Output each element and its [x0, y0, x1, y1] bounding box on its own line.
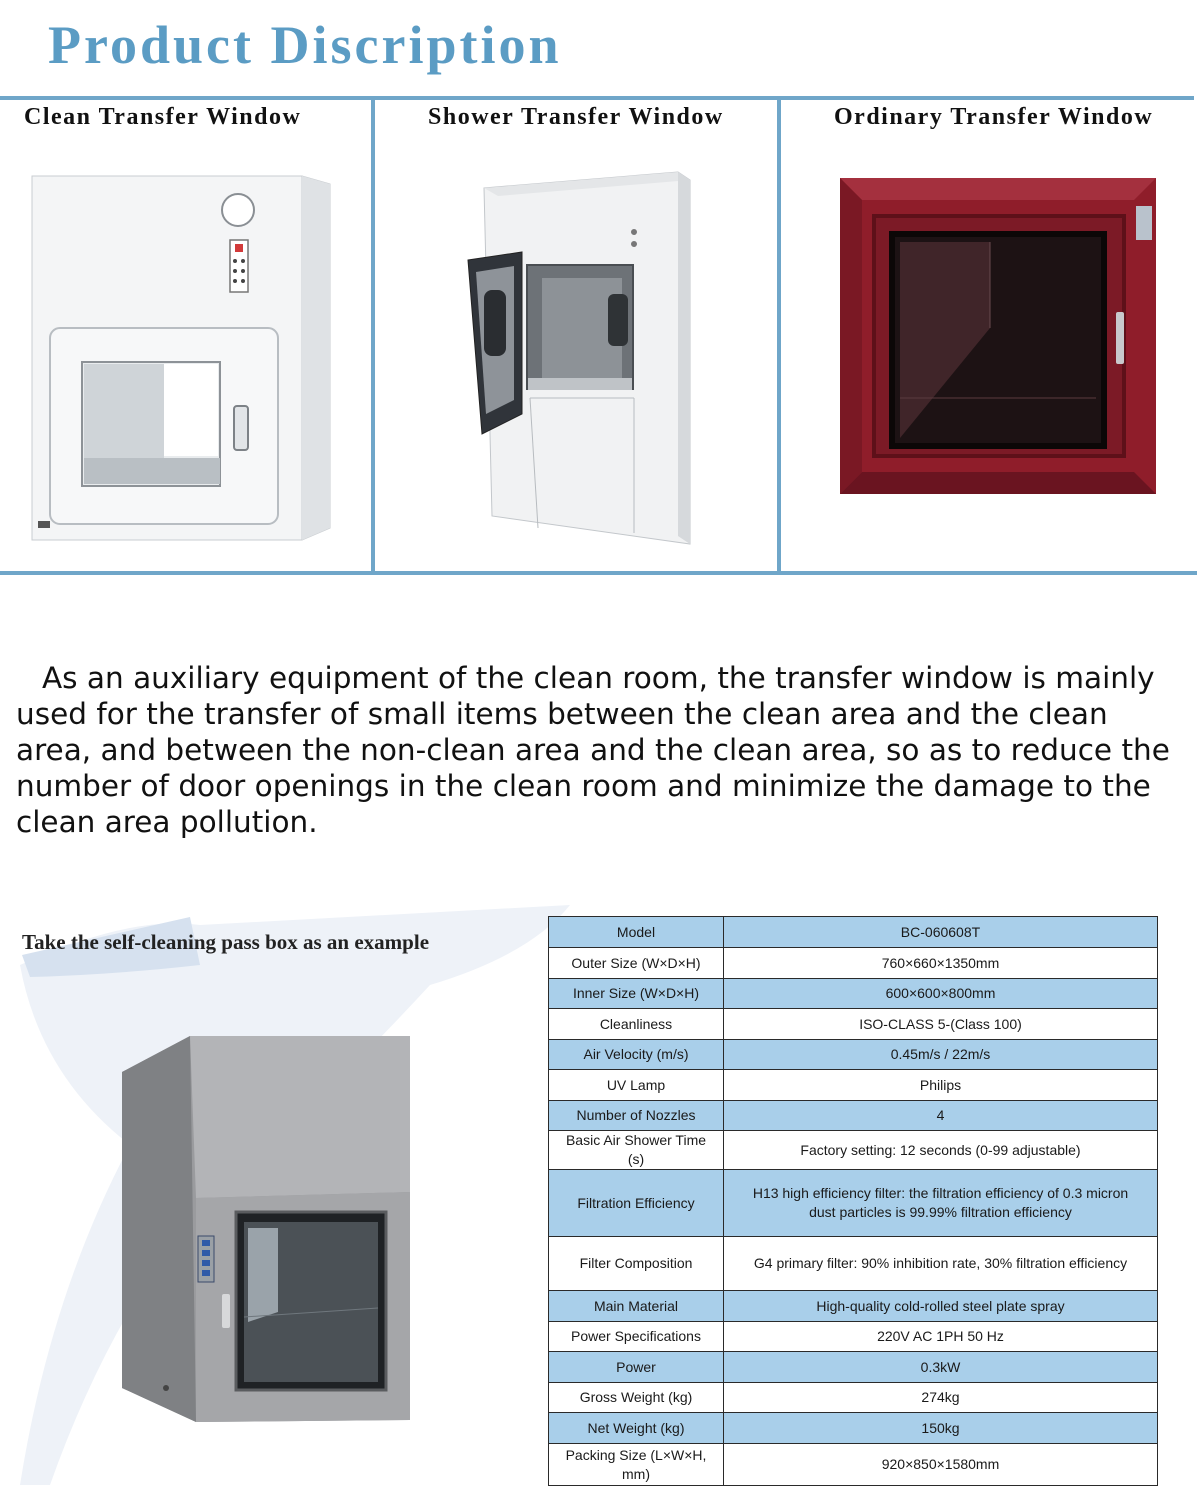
- self-cleaning-pass-box-image: [118, 1032, 414, 1424]
- spec-value: 0.45m/s / 22m/s: [724, 1040, 1158, 1070]
- spec-label: Packing Size (L×W×H, mm): [549, 1444, 724, 1486]
- spec-value: 0.3kW: [724, 1352, 1158, 1383]
- spec-row: [549, 1101, 1158, 1131]
- spec-label: Main Material: [549, 1291, 724, 1322]
- spec-row: [549, 1413, 1158, 1444]
- spec-value: G4 primary filter: 90% inhibition rate, 30% filtration efficiency: [724, 1237, 1158, 1291]
- spec-label: Filter Composition: [549, 1237, 724, 1291]
- spec-value: 220V AC 1PH 50 Hz: [724, 1322, 1158, 1352]
- spec-row: [549, 1444, 1158, 1486]
- ordinary-transfer-window-image: [840, 178, 1158, 496]
- spec-row: [549, 1352, 1158, 1383]
- spec-row: [549, 1237, 1158, 1291]
- spec-label: Number of Nozzles: [549, 1101, 724, 1131]
- spec-label: Basic Air Shower Time (s): [549, 1131, 724, 1170]
- spec-row: [549, 979, 1158, 1009]
- spec-value: H13 high efficiency filter: the filtration efficiency of 0.3 micron dust particles is 99.99% filtration efficiency: [724, 1170, 1158, 1237]
- spec-label: Model: [549, 917, 724, 948]
- spec-value: 150kg: [724, 1413, 1158, 1444]
- spec-label: Cleanliness: [549, 1009, 724, 1040]
- spec-row: [549, 1383, 1158, 1413]
- spec-row: [549, 1170, 1158, 1237]
- panel-top-border: [0, 96, 1194, 100]
- spec-row: [549, 1009, 1158, 1040]
- spec-value: Philips: [724, 1070, 1158, 1101]
- shower-transfer-window-image: [458, 168, 710, 548]
- panel-divider-2: [777, 96, 781, 575]
- intro-paragraph: As an auxiliary equipment of the clean room, the transfer window is mainly used for the transfer of small items between the clean area and the clean area, and between the non-clean area and the clean area, so as to reduce the number of door openings in the clean room and minimize the damage to the clean area pollution.: [16, 661, 1170, 839]
- spec-label: Power Specifications: [549, 1322, 724, 1352]
- spec-label: Net Weight (kg): [549, 1413, 724, 1444]
- spec-label: Filtration Efficiency: [549, 1170, 724, 1237]
- spec-row: [549, 1322, 1158, 1352]
- clean-transfer-window-image: [24, 168, 336, 543]
- spec-value: BC-060608T: [724, 917, 1158, 948]
- spec-value: 760×660×1350mm: [724, 948, 1158, 979]
- spec-row: [549, 1070, 1158, 1101]
- spec-value: 4: [724, 1101, 1158, 1131]
- page-title: Product Discription: [48, 15, 562, 75]
- product-title-ordinary: Ordinary Transfer Window: [834, 104, 1154, 130]
- spec-label: Outer Size (W×D×H): [549, 948, 724, 979]
- spec-table: [548, 916, 1158, 1486]
- example-label: Take the self-cleaning pass box as an example: [22, 930, 430, 954]
- product-title-clean: Clean Transfer Window: [24, 104, 302, 130]
- spec-value: Factory setting: 12 seconds (0-99 adjustable): [724, 1131, 1158, 1170]
- spec-label: Gross Weight (kg): [549, 1383, 724, 1413]
- spec-row: [549, 917, 1158, 948]
- spec-label: UV Lamp: [549, 1070, 724, 1101]
- spec-row: [549, 1131, 1158, 1170]
- spec-label: Air Velocity (m/s): [549, 1040, 724, 1070]
- panel-bottom-border: [0, 571, 1197, 575]
- spec-row: [549, 948, 1158, 979]
- spec-label: Inner Size (W×D×H): [549, 979, 724, 1009]
- spec-value: ISO-CLASS 5-(Class 100): [724, 1009, 1158, 1040]
- panel-divider-1: [371, 96, 375, 575]
- product-title-shower: Shower Transfer Window: [428, 104, 724, 130]
- spec-value: 920×850×1580mm: [724, 1444, 1158, 1486]
- spec-value: 600×600×800mm: [724, 979, 1158, 1009]
- spec-row: [549, 1291, 1158, 1322]
- spec-row: [549, 1040, 1158, 1070]
- spec-label: Power: [549, 1352, 724, 1383]
- spec-value: High-quality cold-rolled steel plate spray: [724, 1291, 1158, 1322]
- spec-value: 274kg: [724, 1383, 1158, 1413]
